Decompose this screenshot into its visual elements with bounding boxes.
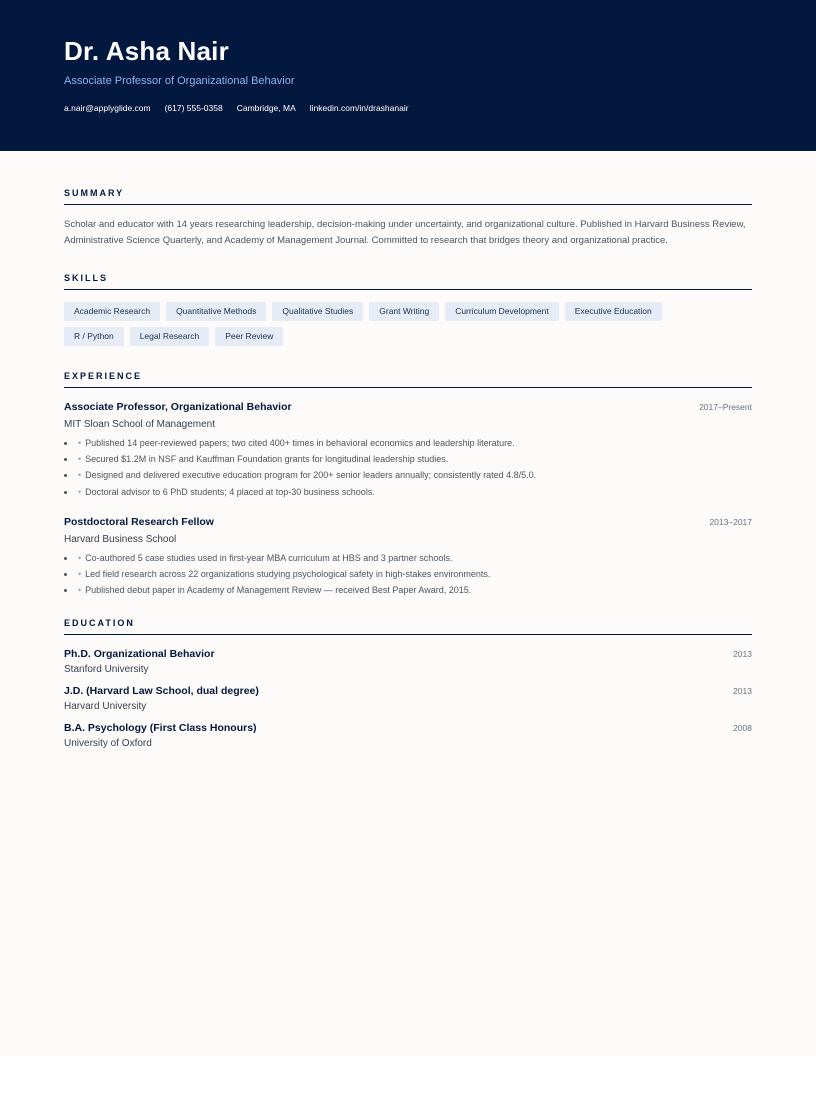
job-bullet	[76, 451, 752, 467]
education-entry	[64, 722, 752, 749]
skill-chip: Academic Research	[64, 302, 160, 321]
candidate-name: Dr. Asha Nair	[64, 36, 229, 66]
bullet-text: Co-authored 5 case studies used in first-year MBA curriculum at HBS and 3 partner schools.	[85, 552, 453, 563]
skill-chip: Peer Review	[215, 327, 283, 346]
experience-section	[64, 371, 752, 598]
bullet-text: Led field research across 22 organizations studying psychological safety in high-stakes environments.	[85, 569, 491, 580]
education-list	[64, 648, 752, 749]
resume-body	[0, 151, 816, 749]
job-bullet	[76, 435, 752, 451]
contact-info	[64, 102, 752, 114]
job-header	[64, 516, 752, 528]
jobs-list	[64, 401, 752, 598]
bullet-glyph: •	[78, 486, 82, 497]
degree-title: B.A. Psychology (First Class Honours)	[64, 722, 257, 735]
job-bullet	[76, 566, 752, 582]
school-name: Harvard University	[64, 701, 147, 713]
job-bullet	[76, 484, 752, 500]
resume-header	[0, 0, 816, 151]
education-header	[64, 722, 752, 734]
education-header	[64, 685, 752, 697]
bullet-text: Doctoral advisor to 6 PhD students; 4 placed at top-30 business schools.	[85, 486, 375, 497]
bullet-text: Published 14 peer-reviewed papers; two cited 400+ times in behavioral economics and leadership literature.	[85, 438, 515, 448]
job-bullet	[76, 582, 752, 598]
job-header	[64, 401, 752, 413]
school-name: Stanford University	[64, 664, 149, 676]
education-entry	[64, 685, 752, 712]
section-heading-education: EDUCATION	[64, 618, 752, 635]
bullet-text: Secured $1.2M in NSF and Kauffman Foundation grants for longitudinal leadership studies.	[85, 454, 449, 465]
phone-number: (617) 555-0358	[164, 103, 223, 113]
job-date: 2013–2017	[709, 516, 752, 527]
linkedin-link[interactable]: linkedin.com/in/drashanair	[309, 103, 409, 113]
bullet-text: Designed and delivered executive education program for 200+ senior leaders annually; consistently rated 4.8/5.0.	[85, 470, 537, 481]
job-bullet	[76, 550, 752, 566]
job-title: Postdoctoral Research Fellow	[64, 515, 214, 528]
skill-chip: Grant Writing	[369, 302, 439, 321]
school-name: University of Oxford	[64, 738, 152, 750]
summary-text: Scholar and educator with 14 years researching leadership, decision-making under uncertainty, and organizational culture. Published in Harvard Business Review, Administrative Science Quarterly, and Academy of Management Journal. Committed to research that bridges theory and organizational practice.	[64, 219, 746, 246]
skill-chip: Executive Education	[565, 302, 662, 321]
bullet-glyph: •	[78, 438, 82, 448]
bullet-glyph: •	[78, 552, 82, 563]
job-organization: Harvard Business School	[64, 533, 177, 545]
skills-list	[64, 302, 704, 346]
education-entry	[64, 648, 752, 675]
job-bullets	[64, 435, 752, 500]
bullet-glyph: •	[78, 569, 82, 580]
bullet-glyph: •	[78, 454, 82, 465]
education-year: 2013	[733, 649, 752, 660]
job-date: 2017–Present	[699, 402, 752, 412]
job-organization: MIT Sloan School of Management	[64, 419, 216, 430]
section-heading-skills: SKILLS	[64, 273, 752, 290]
job-entry	[64, 401, 752, 500]
section-heading-experience: EXPERIENCE	[64, 371, 752, 388]
candidate-title: Associate Professor of Organizational Behavior	[64, 75, 295, 87]
degree-title: Ph.D. Organizational Behavior	[64, 648, 215, 661]
skill-chip: Qualitative Studies	[272, 302, 363, 321]
bullet-text: Published debut paper in Academy of Management Review — received Best Paper Award, 2015.	[85, 585, 472, 596]
education-year: 2008	[733, 723, 752, 734]
education-header	[64, 648, 752, 660]
skill-chip: Quantitative Methods	[166, 302, 266, 321]
location: Cambridge, MA	[236, 103, 296, 113]
email-link[interactable]: a.nair@applyglide.com	[64, 103, 151, 113]
degree-title: J.D. (Harvard Law School, dual degree)	[64, 685, 259, 698]
bullet-glyph: •	[78, 470, 82, 481]
education-section	[64, 618, 752, 749]
job-bullet	[76, 467, 752, 483]
job-entry	[64, 516, 752, 599]
skill-chip: Legal Research	[130, 327, 210, 346]
bullet-glyph: •	[78, 585, 82, 596]
summary-section	[64, 151, 752, 249]
education-year: 2013	[733, 686, 752, 697]
job-bullets	[64, 550, 752, 599]
skill-chip: R / Python	[64, 327, 124, 346]
skill-chip: Curriculum Development	[445, 302, 559, 321]
job-title: Associate Professor, Organizational Behavior	[64, 401, 292, 413]
skills-section	[64, 273, 752, 346]
section-heading-summary: SUMMARY	[64, 188, 752, 205]
